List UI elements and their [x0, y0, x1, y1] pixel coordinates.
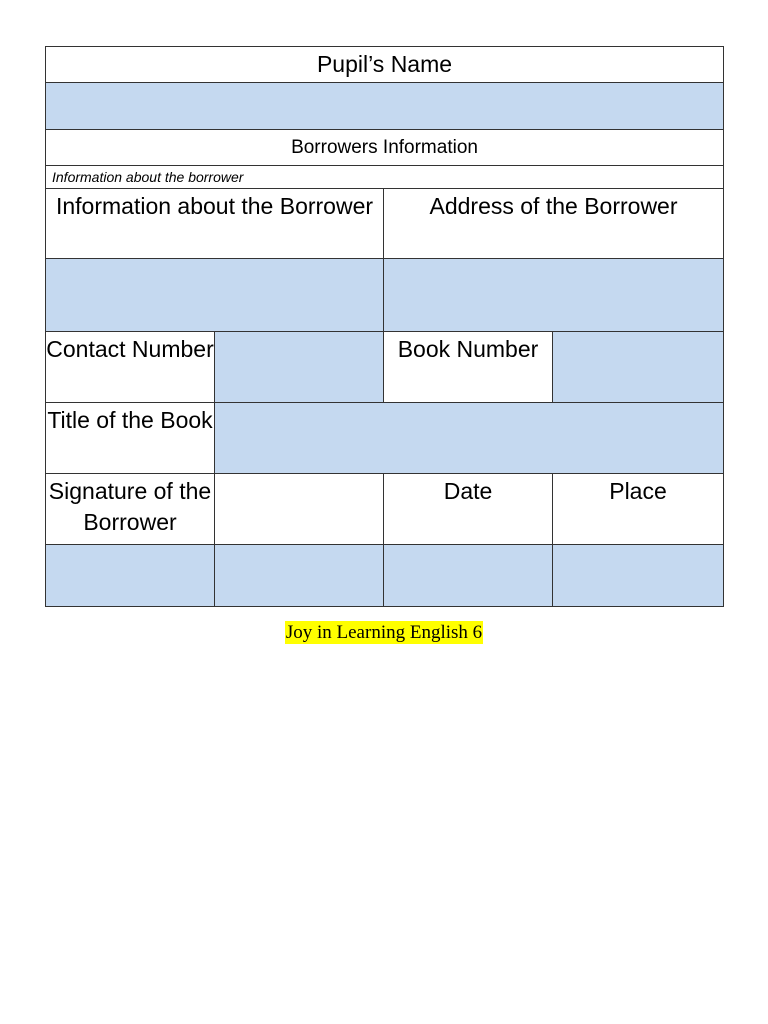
borrowers-information-heading: Borrowers Information [46, 130, 724, 166]
place-label: Place [553, 474, 724, 545]
signature-date-place-row [46, 474, 724, 545]
borrower-info-note: Information about the borrower [46, 166, 724, 189]
date-label: Date [384, 474, 553, 545]
contact-book-row [46, 332, 724, 403]
bottom-fields-row [46, 545, 724, 607]
address-of-borrower-label: Address of the Borrower [384, 189, 724, 259]
footer [0, 622, 768, 644]
bottom-field-2[interactable] [215, 545, 384, 607]
pupils-name-row [46, 47, 724, 83]
bottom-field-1[interactable] [46, 545, 215, 607]
contact-number-field[interactable] [215, 332, 384, 403]
borrowers-information-row [46, 130, 724, 166]
place-field[interactable] [553, 545, 724, 607]
book-number-field[interactable] [553, 332, 724, 403]
contact-number-label: Contact Number [46, 332, 215, 403]
book-number-label: Book Number [384, 332, 553, 403]
information-about-borrower-field[interactable] [46, 259, 384, 332]
pupils-name-label: Pupil’s Name [46, 47, 724, 83]
information-about-borrower-label: Information about the Borrower [46, 189, 384, 259]
date-field[interactable] [384, 545, 553, 607]
signature-field[interactable] [215, 474, 384, 545]
pupils-name-field[interactable] [46, 83, 724, 130]
borrower-note-row [46, 166, 724, 189]
borrower-labels-row [46, 189, 724, 259]
borrowers-form-table [45, 46, 724, 607]
title-of-book-label: Title of the Book [46, 403, 215, 474]
footer-text: Joy in Learning English 6 [285, 622, 483, 643]
address-of-borrower-field[interactable] [384, 259, 724, 332]
title-of-book-field[interactable] [215, 403, 724, 474]
borrower-fields-row [46, 259, 724, 332]
signature-label: Signature of the Borrower [46, 474, 215, 545]
pupils-name-field-row [46, 83, 724, 130]
title-row [46, 403, 724, 474]
